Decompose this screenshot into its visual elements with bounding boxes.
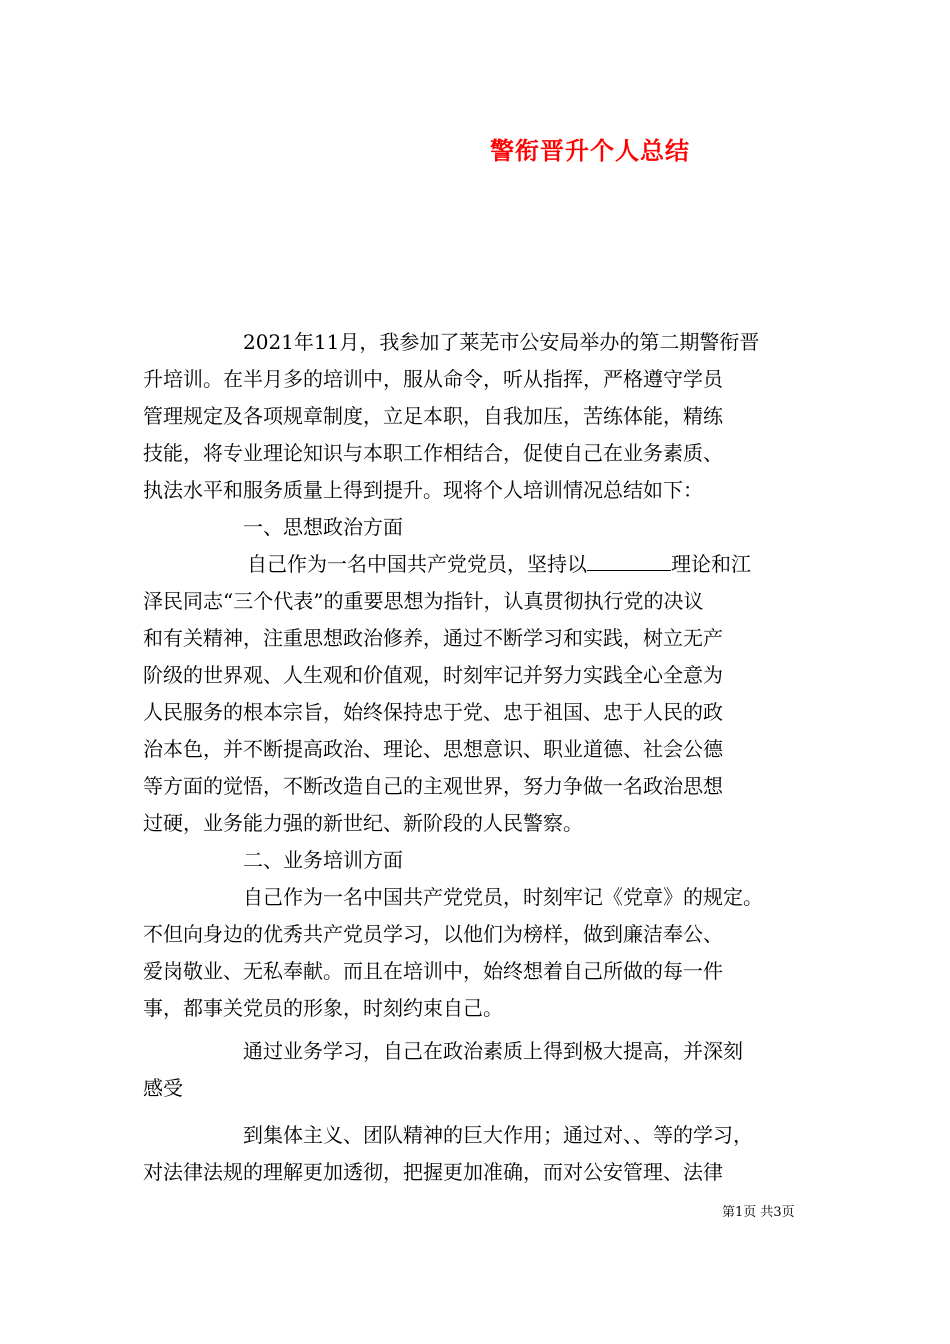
heading-text: 一、思想政治方面 bbox=[243, 515, 403, 539]
study-paragraph bbox=[143, 1033, 815, 1107]
text-line: 自己作为一名中国共产党党员，时刻牢记《党章》的规定。 bbox=[243, 885, 763, 909]
text-line: 和有关精神，注重思想政治修养，通过不断学习和实践，树立无产 bbox=[143, 626, 723, 650]
text-line: 执法水平和服务质量上得到提升。现将个人培训情况总结如下： bbox=[143, 478, 703, 502]
text-line: 人民服务的根本宗旨，始终保持忠于党、忠于祖国、忠于人民的政 bbox=[143, 700, 723, 724]
text-line: 阶级的世界观、人生观和价值观，时刻牢记并努力实践全心全意为 bbox=[143, 663, 723, 687]
politics-paragraph bbox=[143, 546, 815, 842]
text-line: 到集体主义、团队精神的巨大作用；通过对、、等的学习， bbox=[243, 1123, 753, 1147]
text-line: 管理规定及各项规章制度，立足本职，自我加压，苦练体能，精练 bbox=[143, 404, 723, 428]
text-line: 爱岗敬业、无私奉献。而且在培训中，始终想着自己所做的每一件 bbox=[143, 959, 723, 983]
heading-text: 二、业务培训方面 bbox=[243, 848, 403, 872]
section-heading-politics bbox=[143, 509, 815, 546]
text-line: 升培训。在半月多的培训中，服从命令，听从指挥，严格遵守学员 bbox=[143, 367, 723, 391]
text-line: 技能，将专业理论知识与本职工作相结合，促使自己在业务素质、 bbox=[143, 441, 723, 465]
document-body bbox=[143, 324, 815, 1191]
text-line: 等方面的觉悟，不断改造自己的主观世界，努力争做一名政治思想 bbox=[143, 774, 723, 798]
text-line: 过硬，业务能力强的新世纪、新阶段的人民警察。 bbox=[143, 811, 583, 835]
page-number: 第1页 共3页 bbox=[722, 1205, 795, 1220]
text-line: 通过业务学习，自己在政治素质上得到极大提高，并深刻 bbox=[243, 1039, 743, 1063]
text-line: 感受 bbox=[143, 1076, 183, 1100]
fill-in-blank bbox=[587, 550, 671, 571]
text-line-with-blank bbox=[143, 546, 815, 583]
text-line: 事，都事关党员的形象，时刻约束自己。 bbox=[143, 996, 503, 1020]
business-paragraph bbox=[143, 879, 815, 1027]
text-line: 泽民同志“三个代表”的重要思想为指针，认真贯彻执行党的决议 bbox=[143, 589, 704, 613]
text-line: 对法律法规的理解更加透彻，把握更加准确，而对公安管理、法律 bbox=[143, 1160, 723, 1184]
section-heading-business bbox=[143, 842, 815, 879]
document-title: 警衔晋升个人总结 bbox=[490, 136, 690, 165]
collective-paragraph bbox=[143, 1117, 815, 1191]
text-line: 治本色，并不断提高政治、理论、思想意识、职业道德、社会公德 bbox=[143, 737, 723, 761]
text-line: 2021年11月，我参加了莱芜市公安局举办的第二期警衔晋 bbox=[243, 330, 760, 354]
text-line: 不但向身边的优秀共产党员学习，以他们为榜样，做到廉洁奉公、 bbox=[143, 922, 723, 946]
text-fragment: 自己作为一名中国共产党党员，坚持以 bbox=[247, 552, 587, 576]
intro-paragraph bbox=[143, 324, 815, 509]
text-fragment: 理论和江 bbox=[671, 552, 751, 576]
